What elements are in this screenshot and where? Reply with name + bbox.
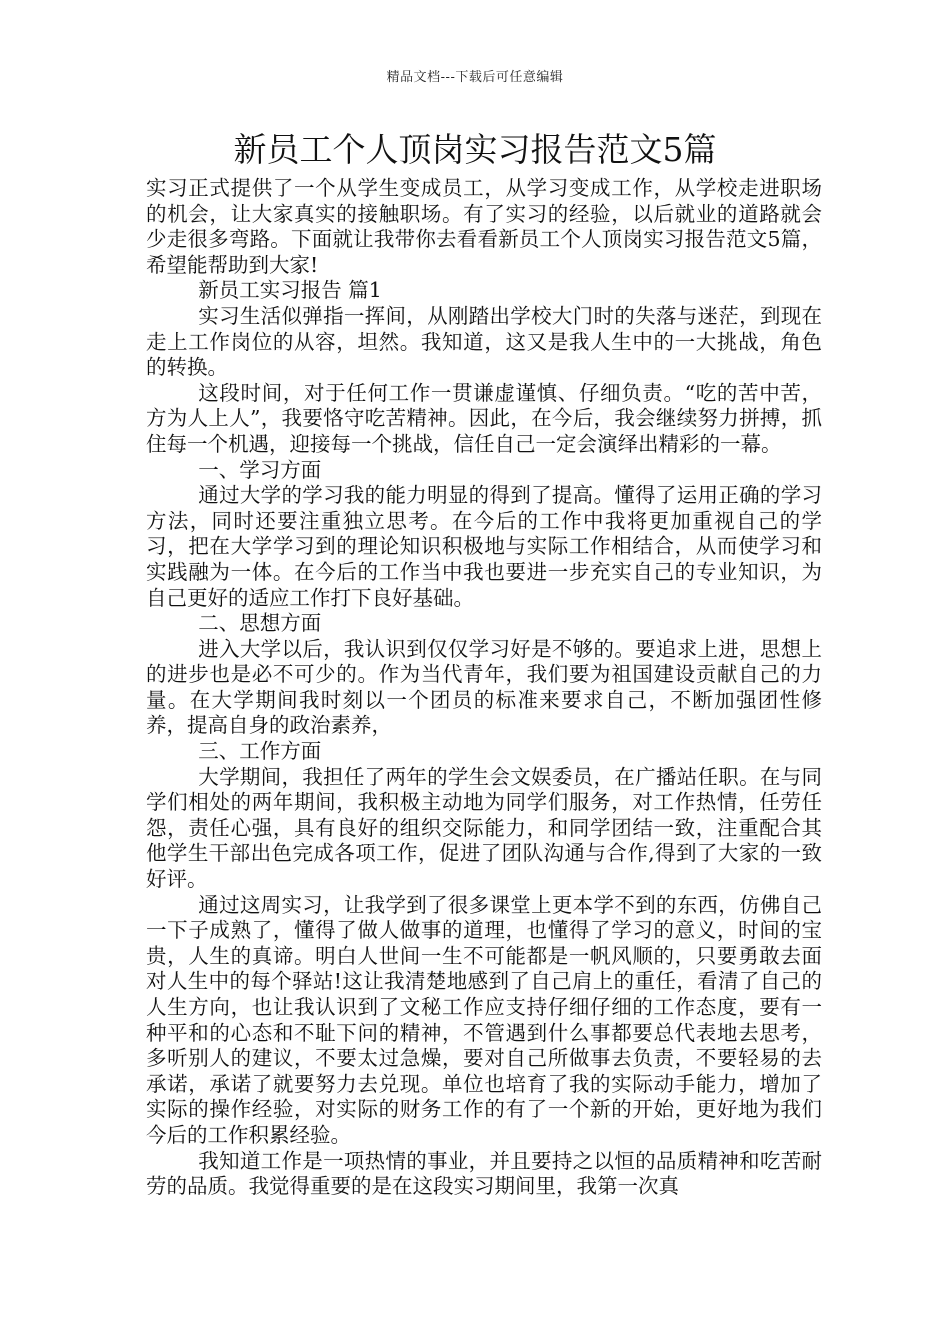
page-header-note: 精品文档---下载后可任意编辑	[386, 70, 564, 85]
paragraph: 进入大学以后，我认识到仅仅学习好是不够的。要追求上进，思想上的进步也是必不可少的。作为当代青年，我们要为祖国建设贡献自己的力量。在大学期间我时刻以一个团员的标准来要求自己，不断加强团性修养，提高自身的政治素养，	[146, 636, 822, 738]
section-heading-work: 三、工作方面	[198, 739, 322, 764]
document-body	[146, 176, 822, 1200]
paragraph: 通过这周实习，让我学到了很多课堂上更本学不到的东西，仿佛自己一下子成熟了，懂得了做人做事的道理，也懂得了学习的意义，时间的宝贵，人生的真谛。明白人世间一生不可能都是一帆风顺的，只要勇敢去面对人生中的每个驿站!这让我清楚地感到了自己肩上的重任，看清了自己的人生方向，也让我认识到了文秘工作应支持仔细仔细的工作态度，要有一种平和的心态和不耻下问的精神，不管遇到什么事都要总代表地去思考，多听别人的建议，不要太过急燥，要对自己所做事去负责，不要轻易的去承诺，承诺了就要努力去兑现。单位也培育了我的实际动手能力，增加了实际的操作经验，对实际的财务工作的有了一个新的开始，更好地为我们今后的工作积累经验。	[146, 892, 822, 1147]
paragraph: 我知道工作是一项热情的事业，并且要持之以恒的品质精神和吃苦耐劳的品质。我觉得重要的是在这段实习期间里，我第一次真	[146, 1148, 822, 1199]
paragraph: 实习生活似弹指一挥间，从刚踏出学校大门时的失落与迷茫，到现在走上工作岗位的从容，坦然。我知道，这又是我人生中的一大挑战，角色的转换。	[146, 303, 822, 380]
paragraph: 这段时间，对于任何工作一贯谦虚谨慎、仔细负责。“吃的苦中苦，方为人上人”，我要恪守吃苦精神。因此，在今后，我会继续努力拼搏，抓住每一个机遇，迎接每一个挑战，信任自己一定会演绎出精彩的一幕。	[146, 380, 822, 456]
document-title: 新员工个人顶岗实习报告范文5篇	[233, 130, 717, 169]
paragraph: 大学期间，我担任了两年的学生会文娱委员，在广播站任职。在与同学们相处的两年期间，我积极主动地为同学们服务，对工作热情，任劳任怨，责任心强，具有良好的组织交际能力，和同学团结一致，注重配合其他学生干部出色完成各项工作，促进了团队沟通与合作,得到了大家的一致好评。	[146, 764, 822, 892]
section-heading-thought: 二、思想方面	[198, 611, 322, 636]
paragraph-intro: 实习正式提供了一个从学生变成员工，从学习变成工作，从学校走进职场的机会，让大家真实的接触职场。有了实习的经验，以后就业的道路就会少走很多弯路。下面就让我带你去看看新员工个人顶岗实习报告范文5篇，希望能帮助到大家!	[146, 176, 822, 277]
section-heading-study: 一、学习方面	[198, 457, 322, 482]
paragraph: 通过大学的学习我的能力明显的得到了提高。懂得了运用正确的学习方法，同时还要注重独立思考。在今后的工作中我将更加重视自己的学习，把在大学学习到的理论知识积极地与实际工作相结合，从而使学习和实践融为一体。在今后的工作当中我也要进一步充实自己的专业知识，为自己更好的适应工作打下良好基础。	[146, 483, 822, 610]
section-heading-report-1: 新员工实习报告 篇1	[198, 278, 382, 303]
